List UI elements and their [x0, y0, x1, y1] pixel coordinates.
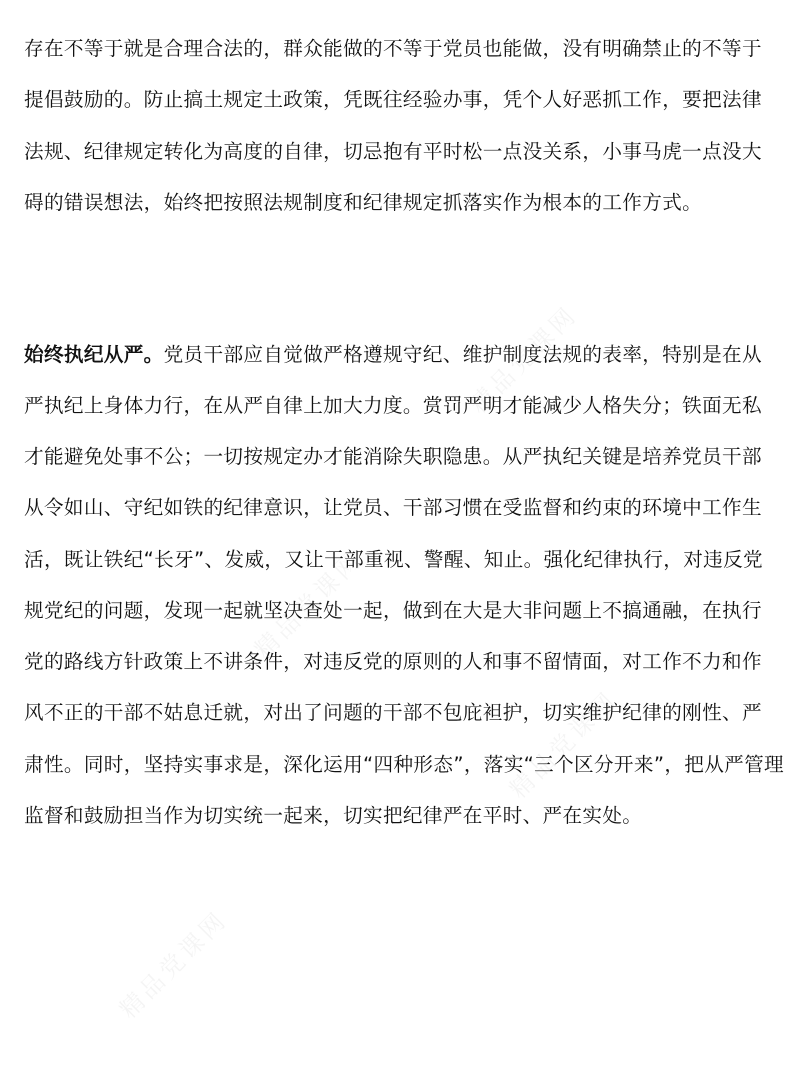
paragraph-line: 法规、纪律规定转化为高度的自律，切忌抱有平时松一点没关系，小事马虎一点没大 [24, 140, 762, 163]
paragraph-line [24, 340, 784, 370]
paragraph-line: 从令如山、守纪如铁的纪律意识，让党员、干部习惯在受监督和约束的环境中工作生 [24, 496, 762, 519]
paragraph-line: 肃性。同时，坚持实事求是，深化运用“四种形态”，落实“三个区分开来”，把从严管理 [24, 753, 784, 776]
paragraph-line: 提倡鼓励的。防止搞土规定土政策，凭既往经验办事，凭个人好恶抓工作，要把法律 [24, 88, 762, 111]
paragraph-line: 规党纪的问题，发现一起就坚决查处一起，做到在大是大非问题上不搞通融，在执行 [24, 599, 762, 622]
paragraph-text: 党员干部应自觉做严格遵规守纪、维护制度法规的表率，特别是在从 [163, 343, 762, 366]
paragraph-line: 碍的错误想法，始终把按照法规制度和纪律规定抓落实作为根本的工作方式。 [24, 191, 703, 214]
paragraph-line: 才能避免处事不公；一切按规定办才能消除失职隐患。从严执纪关键是培养党员干部 [24, 445, 762, 468]
paragraph-heading: 始终执纪从严。 [24, 343, 164, 366]
paragraph-line: 监督和鼓励担当作为切实统一起来，切实把纪律严在平时、严在实处。 [24, 804, 643, 827]
paragraph-line: 风不正的干部不姑息迁就，对出了问题的干部不包庇袒护，切实维护纪律的刚性、严 [24, 701, 762, 724]
paragraph-line: 严执纪上身体力行，在从严自律上加大力度。赏罚严明才能减少人格失分；铁面无私 [24, 394, 762, 417]
paragraph-line: 活，既让铁纪“长牙”、发威，又让干部重视、警醒、知止。强化纪律执行，对违反党 [24, 548, 763, 571]
paragraph-line: 党的路线方针政策上不讲条件，对违反党的原则的人和事不留情面，对工作不力和作 [24, 650, 762, 673]
paragraph-line: 存在不等于就是合理合法的，群众能做的不等于党员也能做，没有明确禁止的不等于 [24, 37, 762, 60]
watermark [110, 901, 234, 1025]
